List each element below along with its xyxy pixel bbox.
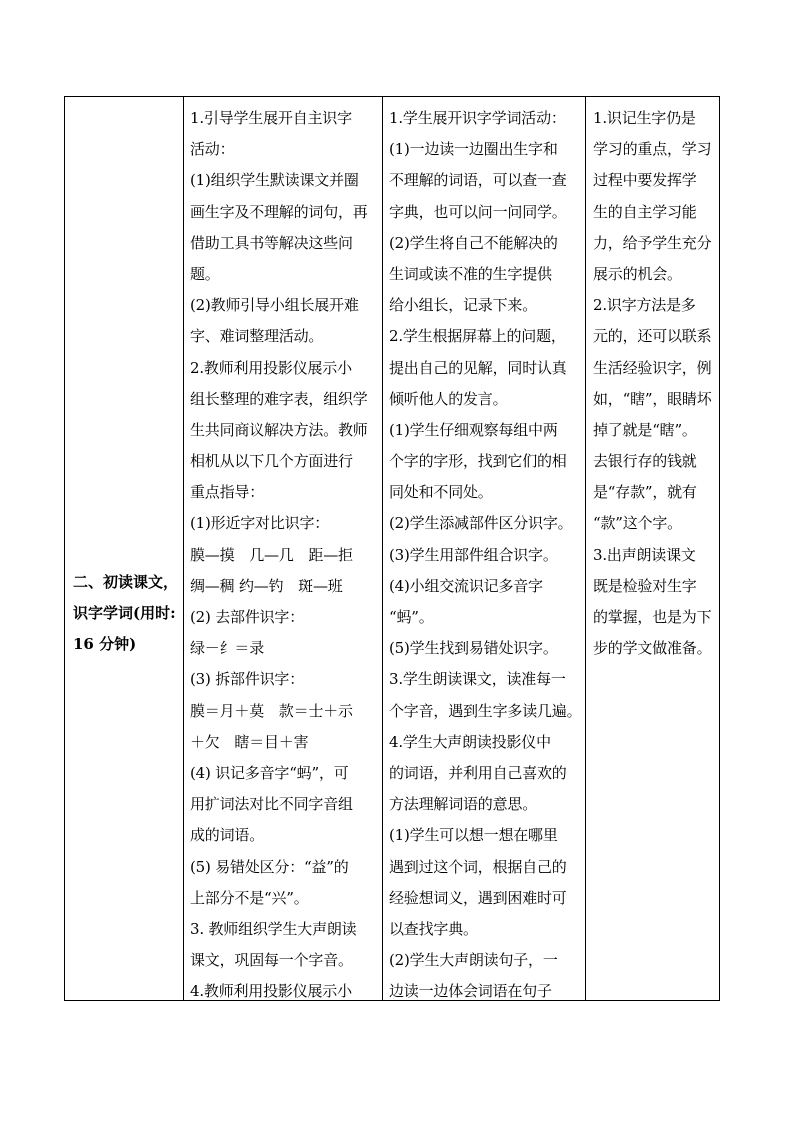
teacher-activity-line: 4.教师利用投影仪展示小 [190, 982, 352, 1000]
student-activity-line: 生词或读不准的生字提供 [389, 264, 552, 283]
stage-title-line: 识字学词(用时: [73, 604, 176, 622]
teacher-activity-line: (5) 易错处区分：“益”的 [190, 857, 349, 876]
design-intent-line: 元的，还可以联系 [593, 327, 712, 346]
stage-title-line: 16 分钟) [73, 635, 137, 653]
teacher-activity-line: (2)教师引导小组长展开难 [190, 296, 359, 315]
design-intent-line: 步的学文做准备。 [593, 639, 712, 658]
student-activity-line: 经验想词义，遇到困难时可 [389, 888, 567, 907]
student-activity-line: (4)小组交流识记多音字 [389, 576, 543, 595]
student-activity-line: (5)学生找到易错处识字。 [389, 639, 558, 658]
student-activity-line: 边读一边体会词语在句子 [389, 982, 552, 1000]
teacher-activity-line: 相机从以下几个方面进行 [190, 452, 353, 471]
student-activity-line: 字典，也可以问一问同学。 [389, 202, 567, 221]
student-activity-line: 方法理解词语的意思。 [389, 795, 538, 814]
teacher-activity-line: 课文，巩固每一个字音。 [190, 951, 353, 970]
student-activity-line: (2)学生大声朗读句子，一 [389, 951, 558, 970]
design-intent-line: 展示的机会。 [593, 264, 682, 283]
student-activity-line: 以查找字典。 [389, 919, 478, 938]
design-intent-line: 1.识记生字仍是 [593, 109, 696, 127]
teacher-activity-line: 用扩词法对比不同字音组 [190, 795, 353, 814]
student-activity-line: 倾听他人的发言。 [389, 389, 508, 408]
student-activity-line: 提出自己的见解，同时认真 [389, 358, 567, 377]
teacher-activity-line: (3) 拆部件识字： [190, 670, 305, 689]
student-activity-line: (2)学生将自己不能解决的 [389, 233, 558, 252]
design-intent-line: 掉了就是“瞎”。 [593, 420, 697, 439]
teacher-activity-line: (4) 识记多音字“蚂”，可 [190, 763, 349, 782]
student-activity-line: “蚂”。 [389, 608, 434, 626]
teacher-activity-line: 活动： [190, 140, 235, 159]
design-intent-line: 生的自主学习能 [593, 202, 697, 221]
student-activity-line: (3)学生用部件组合识字。 [389, 545, 558, 564]
teacher-activity-line: 字、难词整理活动。 [190, 327, 324, 346]
student-activity-line: (1)学生仔细观察每组中两 [389, 420, 558, 439]
teacher-activity-line: 3. 教师组织学生大声朗读 [190, 919, 357, 938]
student-activity-line: 给小组长，记录下来。 [389, 296, 538, 315]
design-intent-line: 力，给予学生充分 [593, 233, 712, 252]
student-activity-line: 个字的字形，找到它们的相 [389, 452, 567, 471]
student-activity-text [383, 97, 585, 1000]
design-intent-line: 的掌握，也是为下 [593, 608, 712, 626]
stage-column [65, 97, 184, 1000]
student-activity-line: 遇到过这个词，根据自己的 [389, 857, 567, 876]
design-intent-line: 2.识字方法是多 [593, 296, 696, 315]
design-intent-line: 学习的重点，学习 [593, 140, 712, 159]
teacher-activity-line: 成的词语。 [190, 826, 265, 845]
design-intent-line: 3.出声朗读课文 [593, 545, 696, 564]
design-intent-line: 既是检验对生字 [593, 576, 697, 595]
design-intent-line: 过程中要发挥学 [593, 171, 697, 190]
teacher-activity-line: 重点指导： [190, 483, 265, 502]
student-activity-line: (1)学生可以想一想在哪里 [389, 826, 558, 845]
teacher-activity-line: 绸—稠 约—钓 斑—班 [190, 576, 343, 595]
teacher-activity-line: 画生字及不理解的词句，再 [190, 202, 368, 221]
design-intent-line: “款”这个字。 [593, 514, 682, 533]
teacher-activity-line: 生共同商议解决方法。教师 [190, 420, 368, 439]
design-intent-line: 是“存款”，就有 [593, 483, 697, 502]
student-activity-column [383, 97, 586, 1000]
stage-title [73, 567, 179, 660]
design-intent-column [586, 97, 719, 1000]
student-activity-line: 3.学生朗读课文，读准每一 [389, 670, 566, 689]
teacher-activity-line: 借助工具书等解决这些问 [190, 233, 353, 252]
student-activity-line: 的词语，并利用自己喜欢的 [389, 763, 567, 782]
design-intent-line: 去银行存的钱就 [593, 452, 697, 471]
stage-title-line: 二、初读课文， [73, 573, 179, 591]
teacher-activity-line: 2.教师利用投影仪展示小 [190, 358, 352, 377]
student-activity-line: (2)学生添减部件区分识字。 [389, 514, 573, 533]
teacher-activity-line: 膜＝月＋莫 款＝士＋示 [190, 701, 353, 720]
lesson-plan-table [64, 96, 720, 1001]
teacher-activity-line: (1)组织学生默读课文并圈 [190, 171, 359, 190]
design-intent-text [586, 97, 719, 664]
teacher-activity-line: ＋欠 瞎＝目＋害 [190, 732, 309, 751]
teacher-activity-column [184, 97, 383, 1000]
teacher-activity-text [184, 97, 382, 1000]
teacher-activity-line: 组长整理的难字表，组织学 [190, 389, 368, 408]
teacher-activity-line: (2) 去部件识字： [190, 608, 305, 626]
teacher-activity-line: 膜—摸 几—几 距—拒 [190, 545, 353, 564]
teacher-activity-line: 1.引导学生展开自主识字 [190, 109, 352, 127]
teacher-activity-line: 题。 [190, 264, 220, 283]
design-intent-line: 生活经验识字，例 [593, 358, 712, 377]
design-intent-line: 如，“瞎”，眼睛坏 [593, 389, 712, 408]
student-activity-line: (1)一边读一边圈出生字和 [389, 140, 558, 159]
student-activity-line: 4.学生大声朗读投影仪中 [389, 732, 551, 751]
student-activity-line: 同处和不同处。 [389, 483, 493, 502]
teacher-activity-line: 上部分不是“兴”。 [190, 888, 309, 907]
teacher-activity-line: (1)形近字对比识字： [190, 514, 330, 533]
teacher-activity-line: 绿－纟＝录 [190, 639, 265, 658]
student-activity-line: 2.学生根据屏幕上的问题， [389, 327, 566, 346]
student-activity-line: 1.学生展开识字学词活动： [389, 109, 566, 127]
student-activity-line: 不理解的词语，可以查一查 [389, 171, 567, 190]
student-activity-line: 个字音，遇到生字多读几遍。 [389, 701, 582, 720]
